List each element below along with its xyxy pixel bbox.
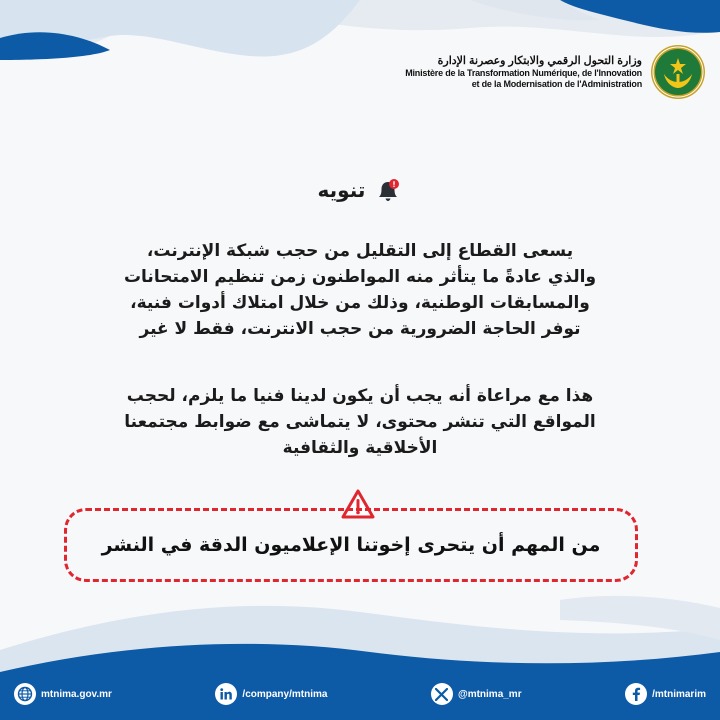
x-icon [431, 683, 453, 705]
ministry-name-ar: وزارة التحول الرقمي والابتكار وعصرنة الإدارة [437, 55, 642, 67]
paragraph-line: المواقع التي تنشر محتوى، لا يتماشى مع ضوابط مجتمعنا [124, 412, 596, 432]
ministry-name [405, 54, 642, 90]
linkedin-link[interactable] [215, 683, 327, 705]
ministry-name-fr-line1: Ministère de la Transformation Numérique, de l'Innovation [405, 68, 642, 78]
ministry-header [405, 44, 706, 100]
paragraph-1 [40, 238, 680, 342]
notice-box [64, 508, 638, 582]
paragraph-line: توفر الحاجة الضرورية من حجب الانترنت، فقط لا غير [139, 319, 581, 339]
bell-icon [374, 176, 402, 204]
page-title: تنويه [317, 178, 366, 202]
facebook-link[interactable] [625, 683, 706, 705]
website-link[interactable] [14, 683, 112, 705]
paragraph-2 [40, 383, 680, 461]
paragraph-line: والمسابقات الوطنية، وذلك من خلال امتلاك أدوات فنية، [130, 293, 590, 313]
website-label: mtnima.gov.mr [41, 688, 112, 700]
paragraph-line: والذي عادةً ما يتأثر منه المواطنون زمن تنظيم الامتحانات [123, 267, 597, 287]
ministry-name-fr-line2: et de la Modernisation de l'Administration [471, 79, 642, 89]
national-emblem-icon [650, 44, 706, 100]
paragraph-line: هذا مع مراعاة أنه يجب أن يكون لدينا فنيا ما يلزم، لحجب [126, 386, 594, 406]
facebook-icon [625, 683, 647, 705]
facebook-label: /mtnimarim [652, 688, 706, 700]
globe-icon [14, 683, 36, 705]
notice-text: من المهم أن يتحرى إخوتنا الإعلاميون الدقة في النشر [101, 534, 601, 556]
footer [0, 680, 720, 708]
paragraph-line: يسعى القطاع إلى التقليل من حجب شبكة الإنترنت، [146, 241, 574, 261]
linkedin-icon [215, 683, 237, 705]
paragraph-line: الأخلاقية والثقافية [282, 438, 438, 458]
x-label: @mtnima_mr [457, 688, 522, 700]
linkedin-label: /company/mtnima [242, 688, 328, 700]
title-row [0, 176, 720, 204]
x-link[interactable] [431, 683, 522, 705]
